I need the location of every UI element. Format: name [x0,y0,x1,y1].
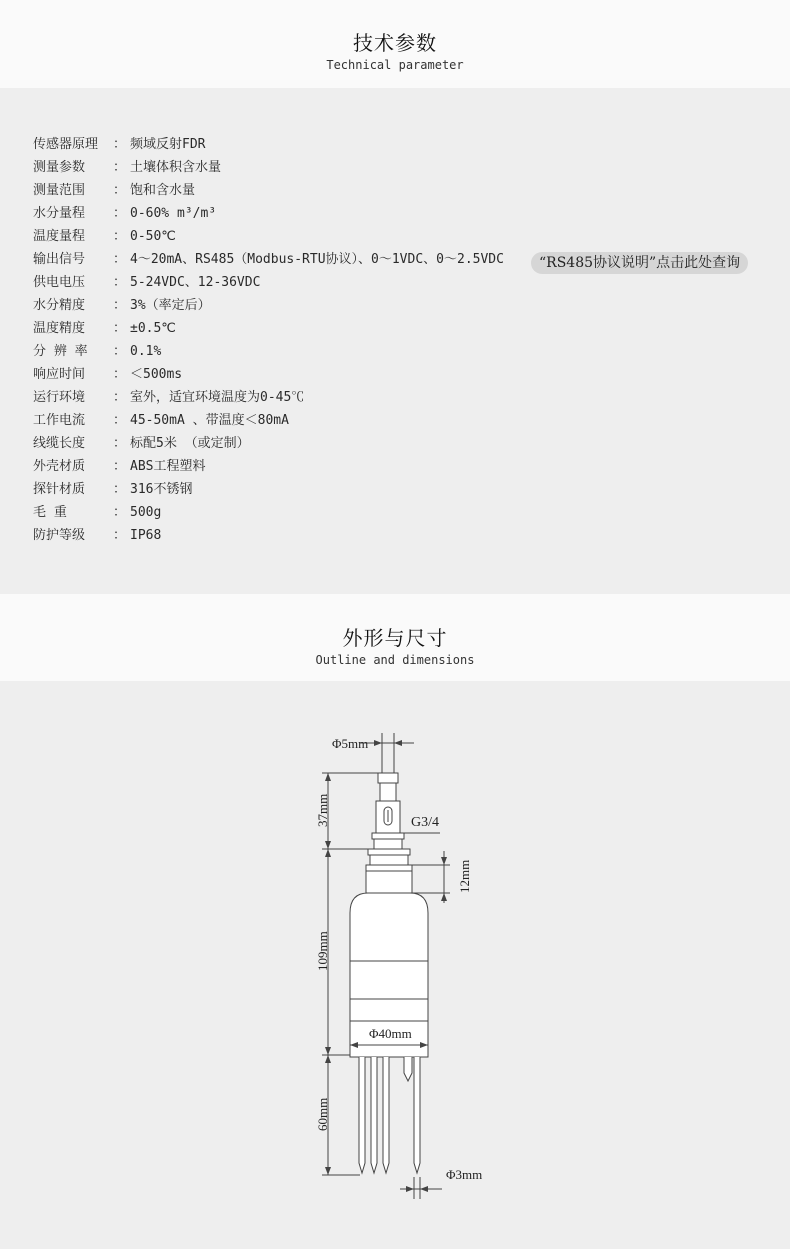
param-separator: ： [113,229,127,244]
param-value: 4～20mA、RS485（Modbus-RTU协议）、0～1VDC、0～2.5VDC [130,252,504,267]
param-separator: ： [113,206,127,221]
param-value: 0-60% m³/m³ [130,206,217,221]
param-separator: ： [113,298,127,313]
param-row [33,202,216,225]
param-separator: ： [113,183,127,198]
param-separator: ： [113,137,127,152]
param-label: 毛 重 [33,505,67,520]
section-subtitle: Technical parameter [326,58,464,72]
thread-label: G3/4 [411,815,439,830]
param-row [33,294,211,317]
cable-diameter-label: Φ5mm [332,736,369,751]
param-separator: ： [113,528,127,543]
param-value: IP68 [130,528,162,543]
param-value: 土壤体积含水量 [130,160,222,175]
param-label: 分 辨 率 [33,344,88,359]
param-row [33,386,304,409]
param-label: 供电电压 [33,275,86,290]
param-row [33,317,176,340]
param-value: ABS工程塑料 [130,459,206,474]
param-label: 探针材质 [33,482,86,497]
param-label: 响应时间 [33,367,86,382]
param-separator: ： [113,459,127,474]
param-value: 室外，适宜环境温度为0-45℃ [130,390,305,405]
param-value: 饱和含水量 [130,183,196,198]
body-diameter-label: Φ40mm [369,1026,412,1041]
param-value: 0-50℃ [130,229,176,244]
param-separator: ： [113,321,127,336]
param-row [33,179,195,202]
param-separator: ： [113,482,127,497]
param-separator: ： [113,436,127,451]
param-row [33,432,250,455]
section-header-dimensions [0,594,790,681]
dim-37-label: 37mm [315,793,330,827]
dim-109-label: 109mm [315,931,330,971]
dim-12-label: 12mm [457,859,472,893]
param-label: 输出信号 [33,252,86,267]
param-value: 5-24VDC、12-36VDC [130,275,261,290]
param-row [33,340,161,363]
param-value: 0.1% [130,344,162,359]
param-row [33,271,260,294]
param-row [33,455,205,478]
param-label: 测量参数 [33,160,86,175]
param-value: 316不锈钢 [130,482,193,497]
param-label: 线缆长度 [33,436,86,451]
probe-diameter-label: Φ3mm [446,1167,483,1182]
param-value: 标配5米 （或定制） [130,436,250,451]
param-separator: ： [113,275,127,290]
dimension-drawing-panel [0,681,790,1249]
param-label: 防护等级 [33,528,86,543]
param-label: 运行环境 [33,390,86,405]
param-separator: ： [113,367,127,382]
param-row [33,133,205,156]
param-separator: ： [113,505,127,520]
section-title: 外形与尺寸 [342,626,448,650]
param-label: 温度量程 [33,229,86,244]
param-label: 水分量程 [33,206,86,221]
param-value: 45-50mA 、带温度＜80mA [130,413,289,428]
param-row [33,524,161,547]
param-value: ±0.5℃ [130,321,176,336]
param-label: 外壳材质 [33,459,86,474]
param-value: 频域反射FDR [130,137,206,152]
param-separator: ： [113,344,127,359]
param-value: ＜500ms [130,367,183,382]
param-label: 传感器原理 [33,137,99,152]
param-label: 温度精度 [33,321,86,336]
section-header-technical [0,0,790,88]
param-row [33,478,192,501]
param-separator: ： [113,252,127,267]
param-row [33,225,176,248]
param-row [33,501,161,524]
param-label: 测量范围 [33,183,86,198]
param-value: 3%（率定后） [130,298,211,313]
section-title: 技术参数 [353,31,437,55]
param-separator: ： [113,413,127,428]
param-row [33,248,504,271]
param-label: 工作电流 [33,413,86,428]
sensor-dimension-drawing [0,681,790,1249]
section-subtitle: Outline and dimensions [315,653,475,667]
rs485-protocol-link[interactable]: “RS485协议说明”点击此处查询 [531,252,748,274]
dim-60-label: 60mm [315,1097,330,1131]
param-row [33,363,182,386]
param-label: 水分精度 [33,298,86,313]
param-row [33,409,289,432]
param-row [33,156,221,179]
param-separator: ： [113,160,127,175]
parameter-panel [0,88,790,594]
param-separator: ： [113,390,127,405]
param-value: 500g [130,505,162,520]
